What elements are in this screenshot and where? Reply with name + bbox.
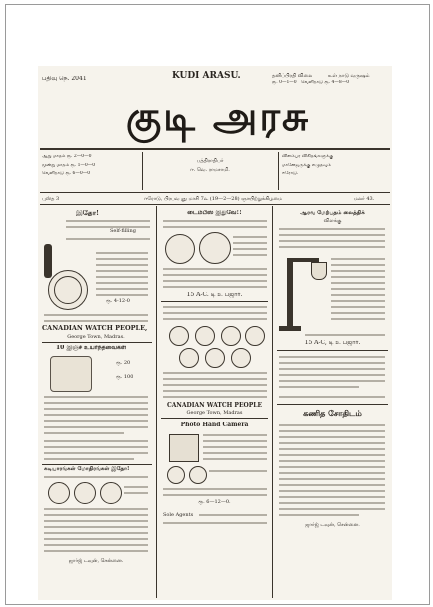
ad-jewel-heading: கடியாரங்கள் மோதிரங்கள் இதோ!	[44, 466, 130, 472]
ring-3	[221, 326, 241, 346]
ring-ad-address: George Town, Madras	[186, 410, 243, 416]
astrology-footer: ஜார்ஜ் டவுன், சென்னை.	[305, 522, 360, 528]
ad-lamp-price-2: ரூ. 100	[116, 374, 134, 380]
right-column	[275, 208, 390, 598]
masthead-english: KUDI ARASU.	[172, 71, 241, 81]
lamp-subheading: விளக்கு	[323, 218, 342, 224]
masthead-rule	[40, 148, 390, 150]
camera-accessory-1	[167, 466, 185, 484]
timepiece-price-line: 15 A-C. டி உ பஜார்.	[186, 292, 243, 298]
lamp-shade	[311, 262, 327, 280]
jewel-ring-1	[48, 482, 70, 504]
ad-jewel-footer: ஜார்ஜ் டவுன், சென்னை.	[68, 558, 124, 564]
timepiece-2	[199, 232, 231, 264]
ad-lamp-price-1: ரூ. 20	[116, 360, 131, 366]
single-copy-price: தனிப்பிரதி விலை	[272, 73, 313, 79]
dateline: ஈரோடு, பிரபவ ஞு மாசி 7௳ (19—2—28) ஞாயிற்றுக்கிழமை	[144, 196, 282, 202]
left-column	[40, 208, 154, 598]
ring-ad-company: CANADIAN WATCH PEOPLE	[166, 402, 263, 409]
ad-watch-price: ரூ. 4-12-0	[106, 298, 130, 304]
timepiece-heading: டைம்பீஸ் இதுவே!!	[187, 210, 242, 216]
ring-6	[205, 348, 225, 368]
registration-number: பதிவு நெ. 2041	[42, 76, 87, 82]
ring-1	[169, 326, 189, 346]
lamp-heading: ஆரவ மேற்பதம் லைத்திக்	[300, 210, 365, 216]
jewel-ring-3	[100, 482, 122, 504]
ring-2	[195, 326, 215, 346]
gramophone-illustration	[50, 356, 92, 392]
ring-5	[179, 348, 199, 368]
newspaper-page	[38, 66, 392, 600]
ad-watch-heading: இதோ!	[76, 210, 100, 216]
ring-4	[245, 326, 265, 346]
camera-illustration	[169, 434, 199, 462]
camera-accessory-2	[189, 466, 207, 484]
middle-column	[159, 208, 270, 598]
astrology-section-heading: கணித சோதிடம்	[303, 408, 362, 418]
subscription-rate-line2: ரூ. 0—1—0 வெளிநாடு ரூ. 4—8—0	[272, 80, 350, 85]
column-divider-1	[156, 206, 157, 598]
subscription-rate: உள் நாடு வருஷம்	[328, 73, 370, 79]
camera-price: ரூ. 6—12—0.	[198, 499, 231, 505]
timepiece-1	[165, 234, 195, 264]
lamp-price-line: 15 A-C, டி உ பஜார்.	[304, 340, 361, 346]
jewel-ring-2	[74, 482, 96, 504]
ad-watch-company: CANADIAN WATCH PEOPLE,	[42, 324, 148, 332]
advertising-box: விளம்பர விகிதங்களுக்கு மானேஜருக்கு எழுதவும் ஈரோடு.	[282, 154, 334, 176]
masthead-tamil: குடி அரசு	[125, 93, 311, 140]
editor-label: பத்திராதிபர்	[196, 158, 224, 164]
camera-heading: Photo Hand Camera	[180, 422, 249, 428]
ad-watch-address: George Town, Madras.	[67, 334, 125, 340]
editor-name: ஈ. வெ. ராமசாமி.	[190, 167, 230, 173]
lamp-post-illustration	[287, 258, 293, 328]
pen-illustration	[44, 244, 52, 278]
column-divider-2	[272, 206, 273, 598]
ad-watch-sub: Self-filling	[110, 228, 136, 234]
ad-lamp-heading: 10 இஞ்ச் உயர்ந்தவைகள்	[56, 345, 127, 351]
volume-number: புஸ்த 3	[42, 196, 60, 202]
subscription-box: ஆறு மாதம் ரூ. 2—0—0 மூன்று மாதம் ரூ. 1—0—0 வெளிநாடு ரூ. 6—0—0	[42, 154, 96, 176]
issue-number: மலர் 43.	[354, 196, 375, 202]
ring-7	[231, 348, 251, 368]
sole-agents: Sole Agents	[163, 512, 194, 518]
